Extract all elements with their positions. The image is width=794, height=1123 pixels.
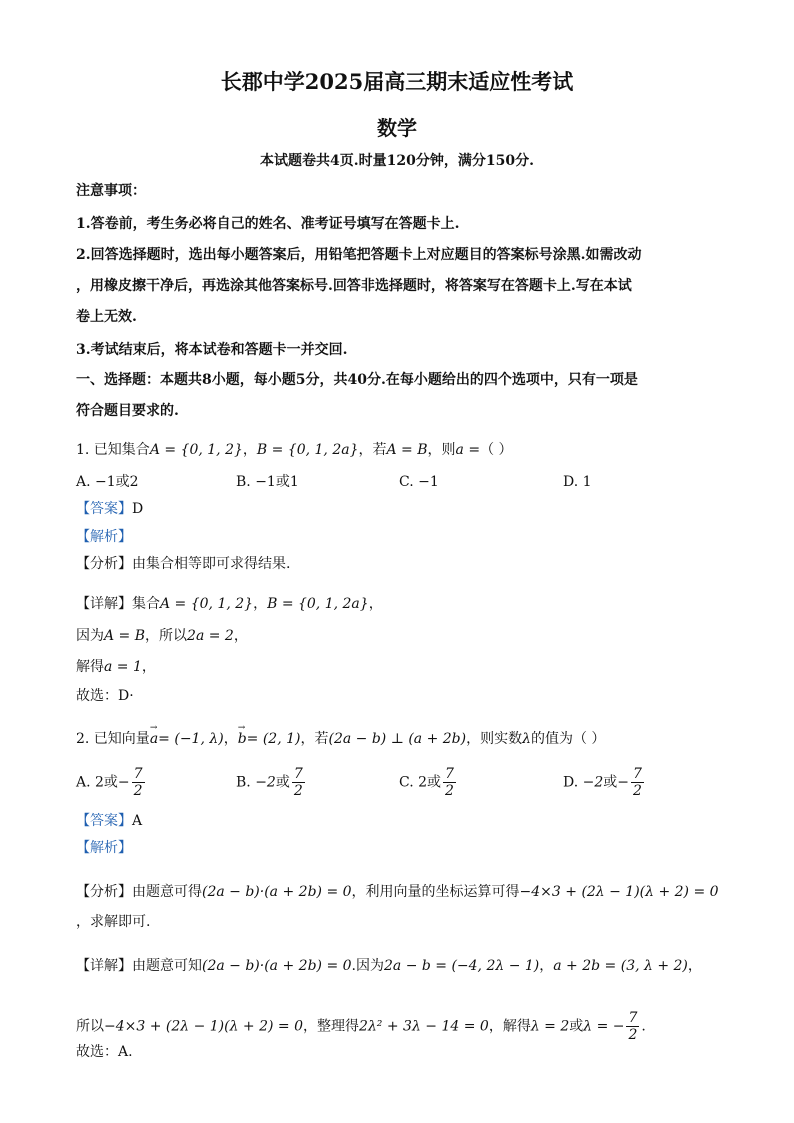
q2-detail-eq2: 2a − b = (−4, 2λ − 1) bbox=[383, 958, 540, 974]
q2-or: 或 bbox=[569, 1018, 584, 1035]
exam-info: 本试题卷共4页.时量120分钟，满分150分. bbox=[260, 153, 534, 169]
q1-set-a: A = {0, 1, 2} bbox=[149, 442, 243, 458]
q1-so-text: ，所以 bbox=[145, 628, 188, 644]
notice-heading: 注意事项： bbox=[76, 183, 146, 199]
q1-answer-value: D bbox=[132, 501, 144, 517]
q2-fenxi bbox=[76, 882, 719, 902]
q2-vector-a-value: = (−1, λ) bbox=[158, 731, 224, 747]
q1-solve bbox=[76, 657, 156, 677]
q2-sep: ， bbox=[223, 731, 238, 747]
q2-lambda: λ bbox=[522, 731, 531, 747]
q1-stem-a: 1. 已知集合 bbox=[76, 442, 150, 458]
q2-tidy-text: ，整理得 bbox=[303, 1018, 360, 1035]
q2-stem-d: 的值为（ ） bbox=[530, 731, 606, 747]
notice-item-3: 3.考试结束后，将本试卷和答题卡一并交回. bbox=[76, 342, 348, 358]
q2-option-a-text: A. 2或 bbox=[76, 774, 118, 791]
answer-tag: 【答案】 bbox=[76, 813, 132, 829]
q2-lambda-eq: λ = − bbox=[583, 1018, 625, 1035]
q1-choose: 故选：D· bbox=[76, 688, 134, 704]
q1-so-eq: 2a = 2 bbox=[187, 628, 234, 644]
q1-detail-set-a: A = {0, 1, 2} bbox=[160, 596, 254, 612]
q2-fenxi-eq1: (2a − b)·(a + 2b) = 0 bbox=[202, 884, 352, 900]
q1-option-a: A. −1或2 bbox=[76, 474, 139, 490]
q2-solve-eq: λ = 2 bbox=[530, 1018, 570, 1035]
notice-item-2-line-1: 2.回答选择题时，选出每小题答案后，用铅笔把答题卡上对应题目的答案标号涂黑.如需改动 bbox=[76, 247, 642, 263]
q1-because-eq: A = B bbox=[104, 628, 146, 644]
q2-option-d-fraction bbox=[631, 766, 644, 799]
q1-stem-c: ，则 bbox=[427, 442, 456, 458]
q2-option-c bbox=[399, 766, 458, 799]
q2-vector-b-value: = (2, 1) bbox=[246, 731, 301, 747]
q2-stem-b: ，若 bbox=[300, 731, 329, 747]
q1-detail-sep: ， bbox=[253, 596, 268, 612]
fraction-numerator: 7 bbox=[293, 766, 303, 782]
fraction-numerator: 7 bbox=[633, 766, 642, 782]
q2-detail-sep: ， bbox=[539, 958, 554, 974]
q1-fenxi bbox=[76, 554, 290, 574]
exam-title: 长郡中学2025届高三期末适应性考试 bbox=[220, 69, 574, 94]
q2-detail bbox=[76, 956, 702, 976]
q2-option-d bbox=[563, 766, 646, 799]
detail-tag: 【详解】 bbox=[76, 958, 132, 974]
q1-solve-end: ， bbox=[141, 659, 156, 675]
q2-vector-a: → a bbox=[150, 729, 158, 749]
answer-tag: 【答案】 bbox=[76, 501, 132, 517]
fraction-numerator: 7 bbox=[133, 766, 143, 782]
q1-set-b: B = {0, 1, 2a} bbox=[256, 442, 359, 458]
q2-option-c-text: C. 2或 bbox=[399, 774, 442, 791]
q1-sep: ， bbox=[242, 442, 257, 458]
q2-choose: 故选：A. bbox=[76, 1044, 133, 1060]
q2-answer bbox=[76, 811, 142, 831]
notice-item-2-line-3: 卷上无效. bbox=[76, 309, 137, 325]
q1-option-c: C. −1 bbox=[399, 474, 439, 490]
q2-solve-text: ，解得 bbox=[488, 1018, 531, 1035]
notice-item-1: 1.答卷前，考生务必将自己的姓名、准考证号填写在答题卡上. bbox=[76, 216, 460, 232]
q1-because bbox=[76, 626, 248, 646]
fenxi-tag: 【分析】 bbox=[76, 556, 132, 572]
q1-detail-end: ， bbox=[368, 596, 383, 612]
q2-lambda-fraction bbox=[626, 1010, 639, 1043]
q2-option-d-sign: − bbox=[617, 774, 630, 791]
q1-fenxi-text: 由集合相等即可求得结果. bbox=[132, 556, 291, 572]
fraction-denominator: 2 bbox=[633, 783, 642, 799]
q1-detail-text: 集合 bbox=[132, 596, 160, 612]
q2-detail-end: ， bbox=[687, 958, 702, 974]
q1-condition: A = B bbox=[386, 442, 428, 458]
q2-option-d-value: −2 bbox=[582, 774, 604, 791]
q2-option-d-label: D. bbox=[563, 774, 579, 791]
q2-option-c-fraction bbox=[443, 766, 456, 799]
q2-so-text: 所以 bbox=[76, 1018, 104, 1035]
q2-option-b-fraction bbox=[292, 766, 305, 799]
q2-so-eq: −4×3 + (2λ − 1)(λ + 2) = 0 bbox=[104, 1018, 304, 1035]
q1-solve-eq: a = 1 bbox=[104, 659, 142, 675]
q1-detail bbox=[76, 594, 383, 614]
section-heading-line-1: 一、选择题：本题共8小题，每小题5分，共40分.在每小题给出的四个选项中，只有一项是 bbox=[76, 372, 638, 388]
q2-option-b-value: −2 bbox=[255, 774, 276, 791]
q2-option-b-or: 或 bbox=[275, 774, 290, 791]
q2-fenxi-eq2: −4×3 + (2λ − 1)(λ + 2) = 0 bbox=[519, 884, 719, 900]
q2-option-d-or: 或 bbox=[603, 774, 618, 791]
q1-ask: a = bbox=[455, 442, 481, 458]
q2-option-a bbox=[76, 766, 147, 799]
q2-tidy-eq: 2λ² + 3λ − 14 = 0 bbox=[359, 1018, 489, 1035]
q2-analysis-tag: 【解析】 bbox=[76, 840, 132, 856]
q1-detail-set-b: B = {0, 1, 2a} bbox=[267, 596, 369, 612]
q2-stem-c: ，则实数 bbox=[466, 731, 523, 747]
q2-end: . bbox=[641, 1018, 646, 1035]
q1-so-end: ， bbox=[233, 628, 248, 644]
q2-so bbox=[76, 1010, 646, 1043]
q2-option-b bbox=[236, 766, 307, 799]
q2-fenxi-text-a: 由题意可得 bbox=[132, 884, 202, 900]
q1-analysis-tag: 【解析】 bbox=[76, 529, 132, 545]
q1-option-b: B. −1或1 bbox=[236, 474, 299, 490]
q2-fenxi-text-b: ，利用向量的坐标运算可得 bbox=[351, 884, 520, 900]
section-heading-line-2: 符合题目要求的. bbox=[76, 403, 179, 419]
fraction-numerator: 7 bbox=[445, 766, 454, 782]
subject-title: 数学 bbox=[377, 116, 417, 140]
q2-condition: (2a − b) ⊥ (a + 2b) bbox=[328, 731, 467, 747]
detail-tag: 【详解】 bbox=[76, 596, 132, 612]
q2-option-b-label: B. bbox=[236, 774, 251, 791]
question-2-stem bbox=[76, 729, 605, 749]
q2-detail-text-b: .因为 bbox=[351, 958, 384, 974]
q1-because-text: 因为 bbox=[76, 628, 104, 644]
q2-detail-eq3: a + 2b = (3, λ + 2) bbox=[553, 958, 688, 974]
q2-detail-text-a: 由题意可知 bbox=[132, 958, 202, 974]
q1-solve-text: 解得 bbox=[76, 659, 104, 675]
q1-option-d: D. 1 bbox=[563, 474, 592, 490]
q1-stem-b: ，若 bbox=[358, 442, 387, 458]
q2-detail-eq1: (2a − b)·(a + 2b) = 0 bbox=[202, 958, 352, 974]
q2-answer-value: A bbox=[132, 813, 143, 829]
fraction-denominator: 2 bbox=[293, 783, 303, 799]
fraction-denominator: 2 bbox=[133, 783, 143, 799]
q2-option-a-sign: − bbox=[117, 774, 130, 791]
question-1-stem bbox=[76, 440, 513, 460]
q2-vector-b: → b bbox=[238, 729, 247, 749]
q1-stem-d: （ ） bbox=[480, 442, 513, 458]
fenxi-tag: 【分析】 bbox=[76, 884, 132, 900]
q1-answer bbox=[76, 499, 143, 519]
q2-stem-a: 2. 已知向量 bbox=[76, 731, 150, 747]
notice-item-2-line-2: ，用橡皮擦干净后，再选涂其他答案标号.回答非选择题时，将答案写在答题卡上.写在本试 bbox=[76, 278, 632, 294]
q2-fenxi-end: ，求解即可. bbox=[76, 914, 151, 930]
fraction-numerator: 7 bbox=[628, 1010, 638, 1026]
fraction-denominator: 2 bbox=[628, 1027, 638, 1043]
q2-option-a-fraction bbox=[132, 766, 145, 799]
fraction-denominator: 2 bbox=[445, 783, 454, 799]
